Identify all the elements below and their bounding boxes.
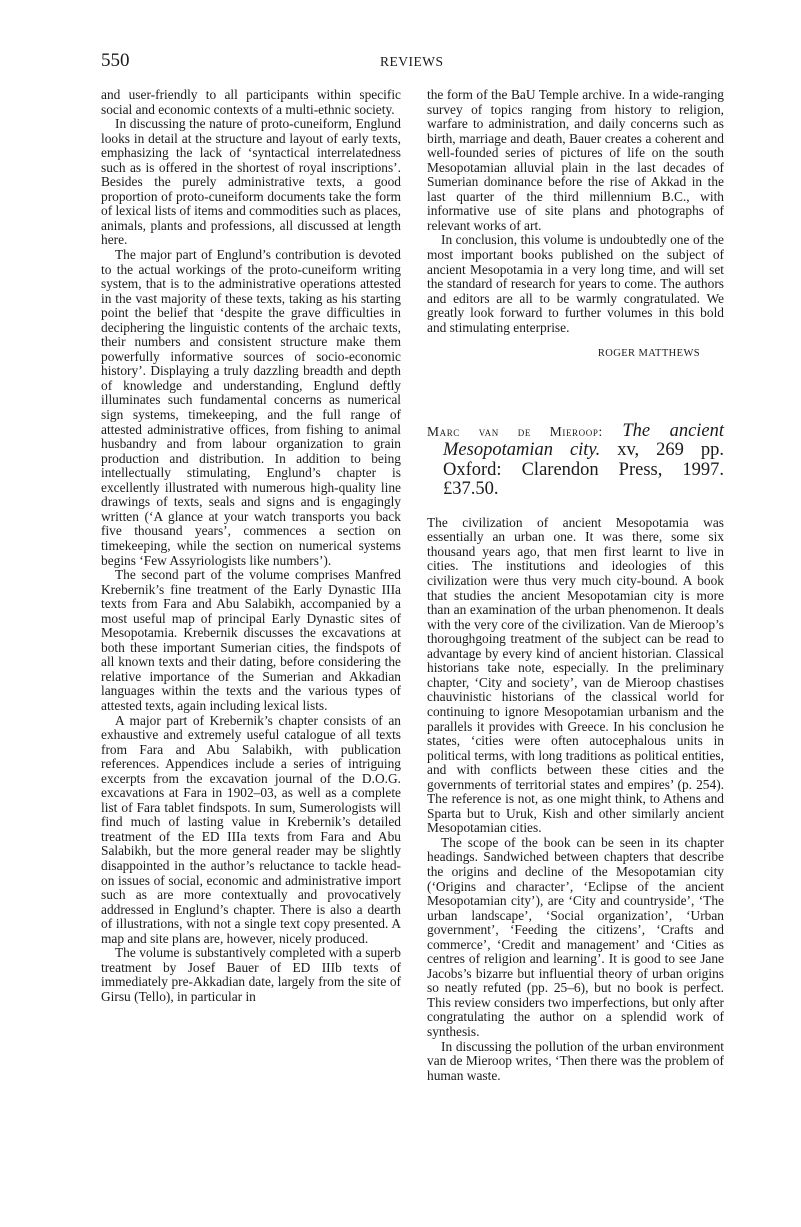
left-column: [101, 88, 401, 1004]
page-number: 550: [101, 50, 130, 71]
paragraph: The civilization of ancient Mesopotamia was essentially an urban one. It was there, some six thousand years ago, that men first learnt to live in cities. The institutions and ideologies of this civilization were thus very much city-bound. A book that studies the ancient Mesopotamian city is more than an examination of the urban phenomenon. It deals with the very core of the civilization. Van de Mieroop’s thoroughgoing treatment of the subject can be read to advantage by every kind of ancient historian. Classical historians take note, especially. In the preliminary chapter, ‘City and society’, van de Mieroop chastises chauvinistic historians of the classical world for continuing to ignore Mesopotamian urbanism and the parallels it provides with Greece. In his conclusion he states, ‘cities were often autocephalous units in political terms, with long traditions as political entities, and with conflicts between these cities and the governments of territorial states and empires’ (p. 254). The reference is not, as one might think, to Athens and Sparta but to Uruk, Kish and other similarly ancient Mesopotamian cities.: [427, 514, 724, 836]
paragraph: In conclusion, this volume is undoubtedly one of the most important books published on the subject of ancient Mesopotamia in a very long time, and will set the standard of research for years to come. The authors and editors are all to be warmly congratulated. We greatly look forward to further volumes in this bold and stimulating enterprise.: [427, 232, 724, 335]
running-head: REVIEWS: [380, 54, 444, 69]
paragraph: The scope of the book can be seen in its chapter headings. Sandwiched between chapters that describe the origins and decline of the Mesopotamian city (‘Origins and character’, ‘Eclipse of the ancient Mesopotamian city’), are ‘City and countryside’, ‘The urban landscape’, ‘Social organization’, ‘Urban government’, ‘Feeding the citizens’, ‘Crafts and commerce’, ‘Credit and management’ and ‘Cities as centres of religion and learning’. It is good to see Jane Jacobs’s bizarre but influential theory of urban origins so neatly refuted (pp. 25–6), but no book is perfect. This review considers two imperfections, but only after congratulating the author on a splendid work of synthesis.: [427, 834, 724, 1039]
book-citation: [427, 422, 724, 500]
book-title: The ancient Mesopotamian city.: [443, 420, 725, 461]
paragraph: In discussing the pollution of the urban environment van de Mieroop writes, ‘Then there was the problem of human waste.: [427, 1038, 724, 1083]
paragraph: A major part of Krebernik’s chapter consists of an exhaustive and extremely useful catalogue of all texts from Fara and Abu Salabikh, with publication references. Appendices include a series of intriguing excerpts from the excavation journal of the D.O.G. excavations at Fara in 1902–03, as well as a complete list of Fara tablet findspots. In sum, Sumerologists will find much of lasting value in Krebernik’s detailed treatment of the ED IIIa texts from Fara and Abu Salabikh, but the more general reader may be slightly disappointed in the author’s reluctance to tackle head-on issues of social, economic and administrative import such as are more contextually and provocatively addressed in Englund’s chapter. There is also a dearth of illustrations, with not a single text copy presented. A map and site plans are, however, nicely produced.: [101, 712, 401, 946]
paragraph: and user-friendly to all participants within specific social and economic contexts of a multi-ethnic society.: [101, 87, 401, 117]
right-column: [427, 88, 724, 1083]
reviewer-signature: ROGER MATTHEWS: [597, 348, 700, 360]
paragraph: The second part of the volume comprises Manfred Krebernik’s fine treatment of the Early Dynastic IIIa texts from Fara and Abu Salabikh, accompanied by a most useful map of principal Early Dynastic sites of Mesopotamia. Krebernik discusses the excavations at both these important Sumerian cities, the findspots of all known texts and their dating, before considering the relative importance of the Sumerian and Akkadian languages within the texts and the various types of attested texts, again including lexical lists.: [101, 567, 401, 713]
paragraph: the form of the BaU Temple archive. In a wide-ranging survey of topics ranging from history to religion, warfare to administration, and daily concerns such as birth, marriage and death, Bauer creates a coherent and well-founded series of pictures of life on the south Mesopotamian alluvial plain in the last decades of Sumerian dominance before the rise of Akkad in the last quarter of the third millennium B.C., with informative use of site plans and photographs of relevant works of art.: [427, 87, 724, 233]
review-body: [427, 516, 724, 1083]
paragraph: In discussing the nature of proto-cuneiform, Englund looks in detail at the structure and layout of early texts, emphasizing the lack of ‘syntactical interrelatedness such as is offered in the shortest of royal inscriptions’. Besides the purely administrative texts, a good proportion of proto-cuneiform documents take the form of lexical lists of items and commodities such as places, animals, plants and professions, all discussed at length here.: [101, 116, 401, 248]
book-details: xv, 269 pp. Oxford: Clarendon Press, 1997. £37.50.: [443, 440, 724, 500]
book-author: Marc van de Mieroop:: [427, 423, 603, 439]
paragraph: The volume is substantively completed with a superb treatment by Josef Bauer of ED IIIb texts of immediately pre-Akkadian date, largely from the site of Girsu (Tello), in particular in: [101, 945, 401, 1004]
paragraph: The major part of Englund’s contribution is devoted to the actual workings of the proto-cuneiform writing system, that is to the administrative operations attested in the vast majority of these texts, taking as his starting point the belief that ‘despite the grave difficulties in deciphering the linguistic contents of the archaic texts, their numbers and consistent structure make them powerfully informative sources of socio-economic history’. Displaying a truly dazzling breadth and depth of knowledge and understanding, Englund deftly illuminates such fundamental concerns as numerical sign systems, timekeeping, and the full range of attested administrative offices, from fishing to animal husbandry and from labour organization to grain production and distribution. In addition to being intellectually stimulating, Englund’s chapter is excellently illustrated with numerous high-quality line drawings of texts, seals and signs and is engagingly written (‘A glance at your watch transports you back five thousand years’, commences a section on timekeeping, while the section on numerical systems begins ‘Few Assyriologists like numbers’).: [101, 247, 401, 568]
